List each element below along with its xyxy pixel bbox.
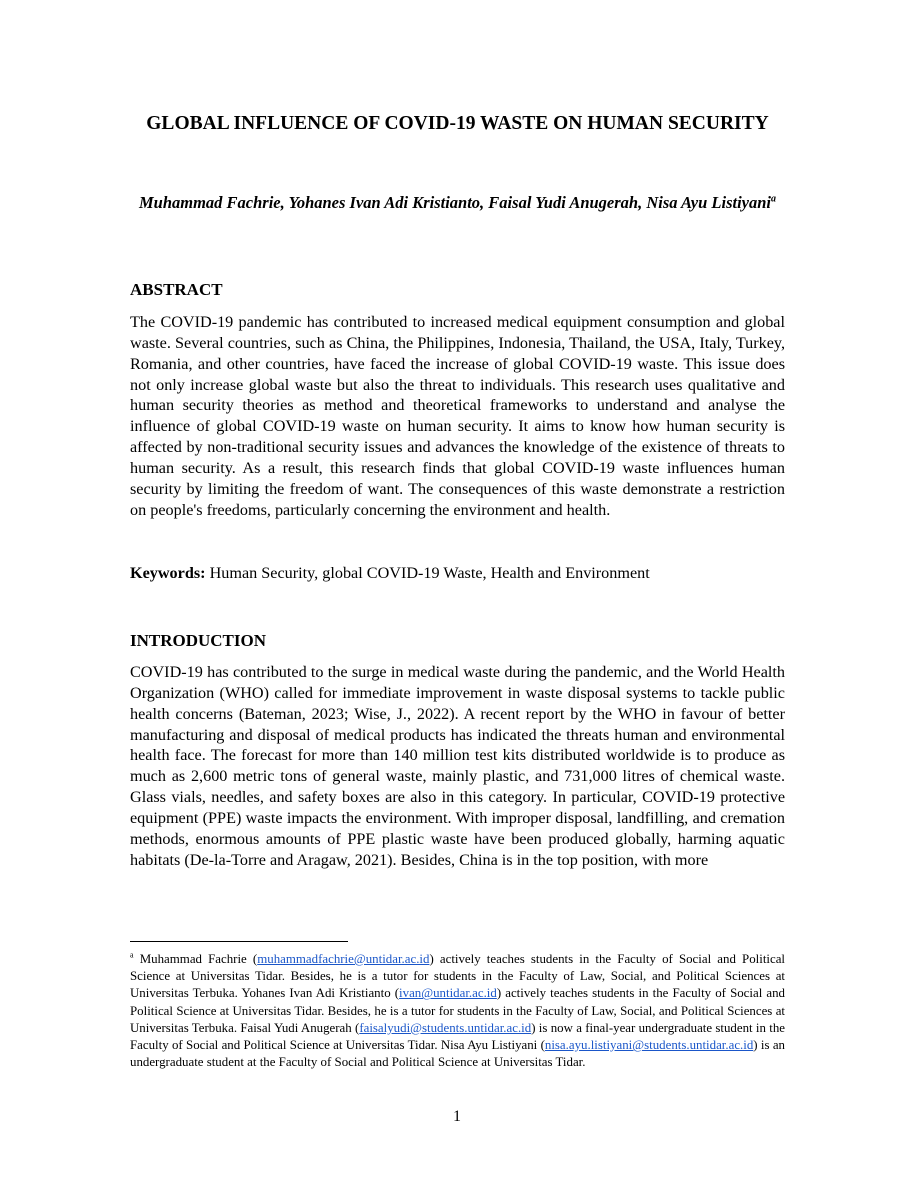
footnote-text-2: ) actively teaches students in the Faculty of Social and Political Science at Universitas Tidar. Besides, he is a tutor for students in the Faculty of Law, Social, and Political Sciences at Universitas Terbuka. Yohanes Ivan Adi Kristianto ( (130, 952, 786, 1001)
email-link-ivan[interactable]: ivan@untidar.ac.id (399, 986, 497, 1001)
email-link-faisal[interactable]: faisalyudi@students.untidar.ac.id (359, 1020, 532, 1035)
introduction-heading: INTRODUCTION (130, 631, 267, 650)
footnote-text-3: ) actively teaches students in the Faculty of Social and Political Science at Universitas Tidar. Besides, he is a tutor for students in the Faculty of Law, Social, and Political Sciences at Universitas Terbuka. Faisal Yudi Anugerah ( (130, 986, 785, 1035)
introduction-text: COVID-19 has contributed to the surge in medical waste during the pandemic, and the World Health Organization (WHO) called for immediate improvement in waste disposal systems to tackle public health concerns (Bateman, 2023; Wise, J., 2022). A recent report by the WHO in favour of better manufacturing and disposal of medical products has indicated the threats human and environmental health face. The forecast for more than 140 million test kits distributed worldwide is to produce as much as 2,600 metric tons of general waste, mainly plastic, and 731,000 litres of chemical waste. Glass vials, needles, and safety boxes are also in this category. In particular, COVID-19 protective equipment (PPE) waste impacts the environment. With improper disposal, landfilling, and cremation methods, enormous amounts of PPE plastic waste have been produced globally, harming aquatic habitats (De-la-Torre and Aragaw, 2021). Besides, China is in the top position, with more (130, 663, 785, 869)
author-names: Muhammad Fachrie, Yohanes Ivan Adi Kristianto, Faisal Yudi Anugerah, Nisa Ayu Listiyani (138, 193, 772, 212)
footnote-separator (130, 941, 348, 942)
keywords-label: Keywords: (130, 564, 206, 582)
page-number: 1 (453, 1108, 461, 1125)
author-list (130, 192, 785, 213)
email-link-fachrie[interactable]: muhammadfachrie@untidar.ac.id (257, 952, 430, 966)
abstract-heading: ABSTRACT (130, 280, 223, 299)
author-footnote (130, 951, 785, 1071)
footnote-marker: a (130, 950, 134, 960)
author-footnote-marker: a (771, 193, 777, 205)
footnote-text-1: Muhammad Fachrie ( (139, 952, 258, 966)
footnote-text-4: ) is now a final-year undergraduate student in the Faculty of Social and Political Science at Universitas Tidar. Nisa Ayu Listiyani ( (130, 1020, 785, 1053)
paper-title: GLOBAL INFLUENCE OF COVID-19 WASTE ON HUMAN SECURITY (146, 113, 769, 134)
keywords-text: Human Security, global COVID-19 Waste, Health and Environment (209, 564, 650, 582)
keywords-line (130, 563, 785, 584)
email-link-nisa[interactable]: nisa.ayu.listiyani@students.untidar.ac.id (544, 1038, 754, 1053)
footnote-text-5: ) is an undergraduate student at the Faculty of Social and Political Science at Universitas Tidar. (130, 1038, 785, 1070)
abstract-text: The COVID-19 pandemic has contributed to increased medical equipment consumption and global waste. Several countries, such as China, the Philippines, Indonesia, Thailand, the USA, Italy, Turkey, Romania, and other countries, have faced the increase of global COVID-19 waste. This issue does not only increase global waste but also the threat to individuals. This research uses qualitative and human security theories as method and theoretical frameworks to understand and analyse the influence of global COVID-19 waste on human security. It aims to know how human security is affected by non-traditional security issues and advances the knowledge of the existence of threats to human security. As a result, this research finds that global COVID-19 waste influences human security by limiting the freedom of want. The consequences of this waste demonstrate a restriction on people's freedoms, particularly concerning the environment and health. (130, 313, 785, 519)
